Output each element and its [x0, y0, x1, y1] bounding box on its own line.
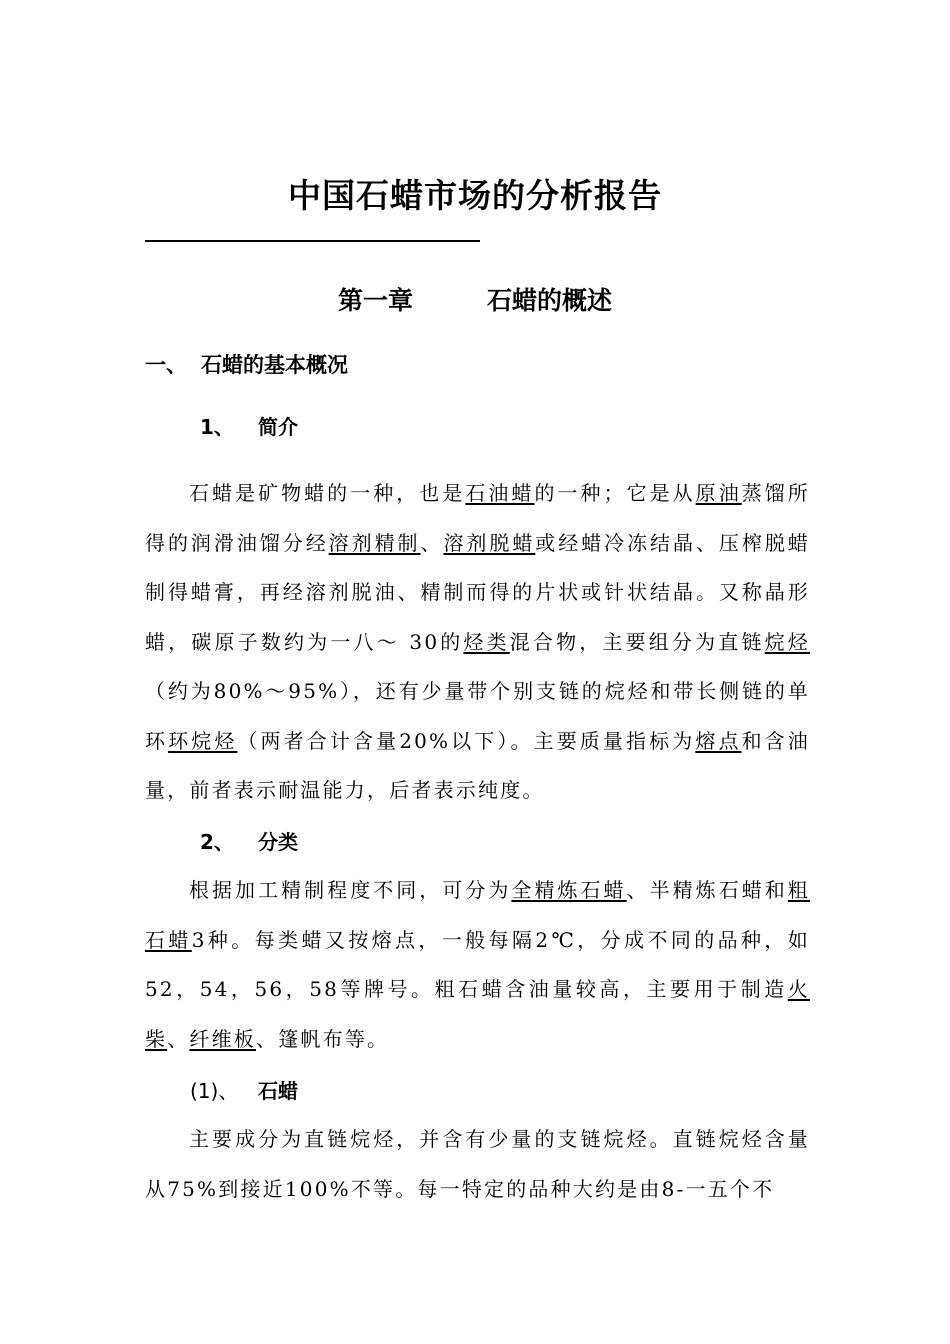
- subsubsection-number: (1)、: [190, 1079, 239, 1103]
- text-run: 根据加工精制程度不同，可分为: [189, 878, 512, 902]
- subsection-number: 1、: [200, 415, 234, 439]
- section-number: 一、: [145, 353, 187, 377]
- subsubsection-title: 石蜡: [258, 1079, 298, 1103]
- text-run: 和含油量，前者表示耐温能力，后者表示纯度。: [145, 728, 810, 802]
- paragraph-intro: [145, 469, 810, 816]
- subsection-number: 2、: [200, 830, 234, 854]
- text-run: （约为80%～95%），还有少量带个别支链的烷烃和带长侧链的单环: [145, 679, 810, 753]
- paragraph-classification: [145, 866, 810, 1064]
- text-run: 石蜡是矿物蜡的一种，也是: [189, 481, 466, 505]
- chapter-heading: [0, 282, 950, 320]
- term-link-alkanes[interactable]: 烷烃: [764, 629, 810, 654]
- subsection-heading-intro: [200, 411, 298, 443]
- subsection-heading-classification: [200, 826, 298, 858]
- term-link-solvent-refining[interactable]: 溶剂精制: [328, 530, 421, 555]
- subsection-title: 简介: [258, 415, 298, 439]
- section-title: 石蜡的基本概况: [201, 353, 348, 377]
- text-run: 或经蜡冷冻结晶、压榨脱蜡制得蜡膏，再经溶剂脱油、精制而得的片状或针状结晶。又称晶形蜡，碳原子数约为一八～ 30的: [145, 530, 810, 654]
- text-run: 、半精炼石蜡和: [626, 878, 788, 902]
- term-link-crude-wax[interactable]: 粗石蜡: [145, 878, 810, 952]
- text-run: 、: [167, 1026, 190, 1051]
- text-run: 混合物，主要组分为直链: [509, 629, 765, 654]
- text-run: 的一种；它是从: [534, 481, 696, 505]
- term-link-crude-oil[interactable]: 原油: [695, 481, 742, 505]
- paragraph-paraffin: 主要成分为直链烷烃，并含有少量的支链烷烃。直链烷烃含量从75%到接近100%不等。每一特定的品种大约是由8-一五个不: [145, 1127, 810, 1201]
- chapter-title: 石蜡的概述: [487, 286, 613, 315]
- term-link-cycloalkanes[interactable]: 环烷烃: [168, 728, 238, 753]
- term-link-petroleum-wax[interactable]: 石油蜡: [465, 481, 535, 505]
- text-run: 3种。每类蜡又按熔点，一般每隔2℃，分成不同的品种，如52，54，56，58等牌号。粗石蜡含油量较高，主要用于制造: [145, 927, 810, 1001]
- text-run: （两者合计含量20%以下）。主要质量指标为: [237, 728, 696, 753]
- chapter-number: 第一章: [337, 286, 413, 315]
- text-run: 蒸馏所得的润滑油馏分经: [145, 481, 810, 555]
- section-heading-1: [145, 348, 348, 382]
- term-link-fully-refined-wax[interactable]: 全精炼石蜡: [511, 878, 627, 902]
- term-link-hydrocarbons[interactable]: 烃类: [463, 629, 510, 654]
- document-title: 中国石蜡市场的分析报告: [288, 176, 662, 215]
- subsection-title: 分类: [258, 830, 298, 854]
- term-link-fiberboard[interactable]: 纤维板: [189, 1026, 257, 1051]
- title-underline-rule: [145, 240, 480, 242]
- text-run: 、篷帆布等。: [256, 1026, 390, 1051]
- term-link-matches[interactable]: 火柴: [145, 977, 810, 1051]
- term-link-solvent-dewaxing[interactable]: 溶剂脱蜡: [443, 530, 536, 555]
- term-link-melting-point[interactable]: 熔点: [695, 728, 742, 753]
- text-run: 、: [420, 530, 444, 555]
- subsubsection-heading-paraffin: [190, 1075, 298, 1107]
